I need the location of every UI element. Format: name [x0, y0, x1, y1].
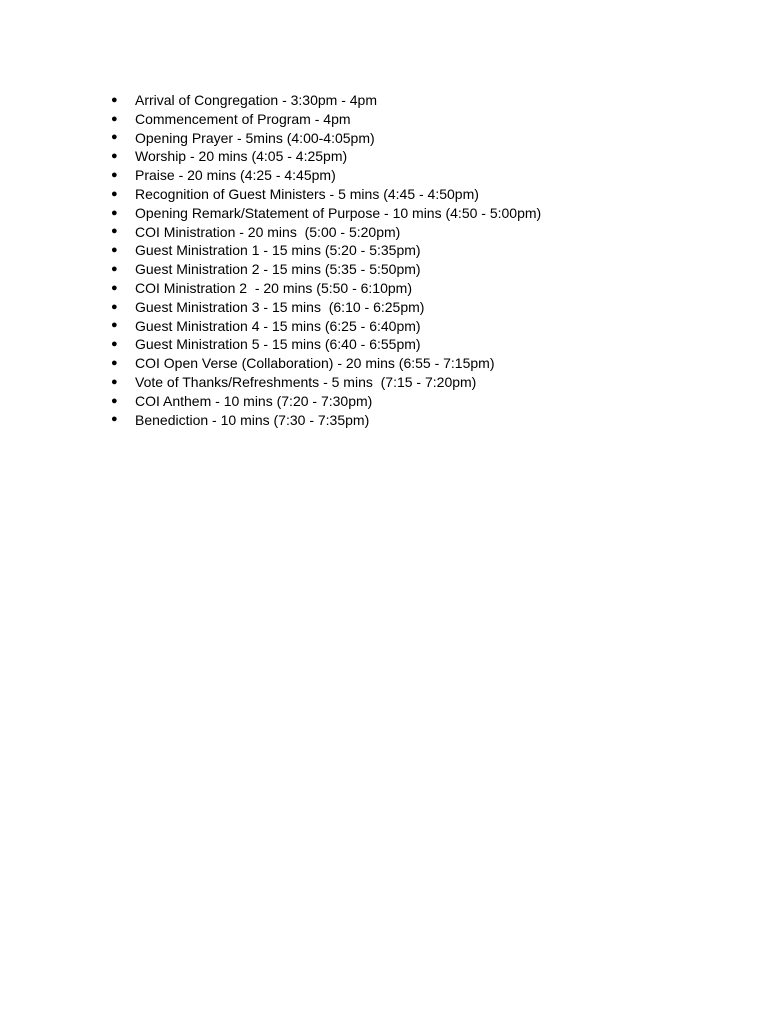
list-item	[111, 298, 541, 317]
list-item	[111, 279, 541, 298]
bullet-icon: ●	[111, 150, 118, 163]
list-item-text: Vote of Thanks/Refreshments - 5 mins (7:15 - 7:20pm)	[135, 373, 477, 390]
list-item	[111, 166, 541, 185]
bullet-icon: ●	[111, 112, 118, 125]
list-item-text: Guest Ministration 5 - 15 mins (6:40 - 6:55pm)	[135, 336, 421, 353]
bullet-icon: ●	[111, 244, 118, 257]
list-item	[111, 110, 541, 129]
list-item-text: Guest Ministration 2 - 15 mins (5:35 - 5:50pm)	[135, 261, 421, 278]
list-item	[111, 260, 541, 279]
bullet-icon: ●	[111, 300, 118, 313]
bullet-icon: ●	[111, 187, 118, 200]
list-item-text: Commencement of Program - 4pm	[135, 110, 351, 127]
list-item	[111, 91, 541, 110]
bullet-icon: ●	[111, 319, 118, 332]
bullet-icon: ●	[111, 375, 118, 388]
list-item-text: COI Ministration 2 - 20 mins (5:50 - 6:10pm)	[135, 279, 412, 296]
list-item	[111, 185, 541, 204]
bullet-icon: ●	[111, 206, 118, 219]
bullet-icon: ●	[111, 394, 118, 407]
list-item-text: COI Ministration - 20 mins (5:00 - 5:20pm)	[135, 223, 401, 240]
list-item	[111, 241, 541, 260]
list-item-text: Recognition of Guest Ministers - 5 mins (4:45 - 4:50pm)	[135, 185, 479, 202]
list-item	[111, 411, 541, 430]
bullet-icon: ●	[111, 93, 118, 106]
list-item	[111, 317, 541, 336]
list-item	[111, 392, 541, 411]
list-item	[111, 223, 541, 242]
list-item-text: COI Anthem - 10 mins (7:20 - 7:30pm)	[135, 392, 373, 409]
bullet-icon: ●	[111, 357, 118, 370]
bullet-icon: ●	[111, 225, 118, 238]
list-item-text: Guest Ministration 4 - 15 mins (6:25 - 6:40pm)	[135, 317, 421, 334]
list-item-text: COI Open Verse (Collaboration) - 20 mins (6:55 - 7:15pm)	[135, 355, 495, 372]
list-item-text: Benediction - 10 mins (7:30 - 7:35pm)	[135, 411, 370, 428]
bullet-icon: ●	[111, 281, 118, 294]
bullet-icon: ●	[111, 338, 118, 351]
bullet-icon: ●	[111, 131, 118, 144]
bullet-icon: ●	[111, 263, 118, 276]
list-item	[111, 354, 541, 373]
list-item-text: Guest Ministration 1 - 15 mins (5:20 - 5:35pm)	[135, 242, 421, 259]
list-item-text: Opening Prayer - 5mins (4:00-4:05pm)	[135, 129, 375, 146]
list-item-text: Opening Remark/Statement of Purpose - 10 mins (4:50 - 5:00pm)	[135, 204, 542, 221]
list-item-text: Worship - 20 mins (4:05 - 4:25pm)	[135, 148, 348, 165]
list-item	[111, 204, 541, 223]
program-schedule-list	[111, 91, 541, 429]
list-item	[111, 147, 541, 166]
list-item	[111, 373, 541, 392]
list-item-text: Arrival of Congregation - 3:30pm - 4pm	[135, 92, 377, 108]
bullet-icon: ●	[111, 413, 118, 426]
bullet-icon: ●	[111, 169, 118, 182]
list-item	[111, 129, 541, 148]
list-item	[111, 335, 541, 354]
list-item-text: Guest Ministration 3 - 15 mins (6:10 - 6:25pm)	[135, 298, 425, 315]
list-item-text: Praise - 20 mins (4:25 - 4:45pm)	[135, 167, 336, 184]
